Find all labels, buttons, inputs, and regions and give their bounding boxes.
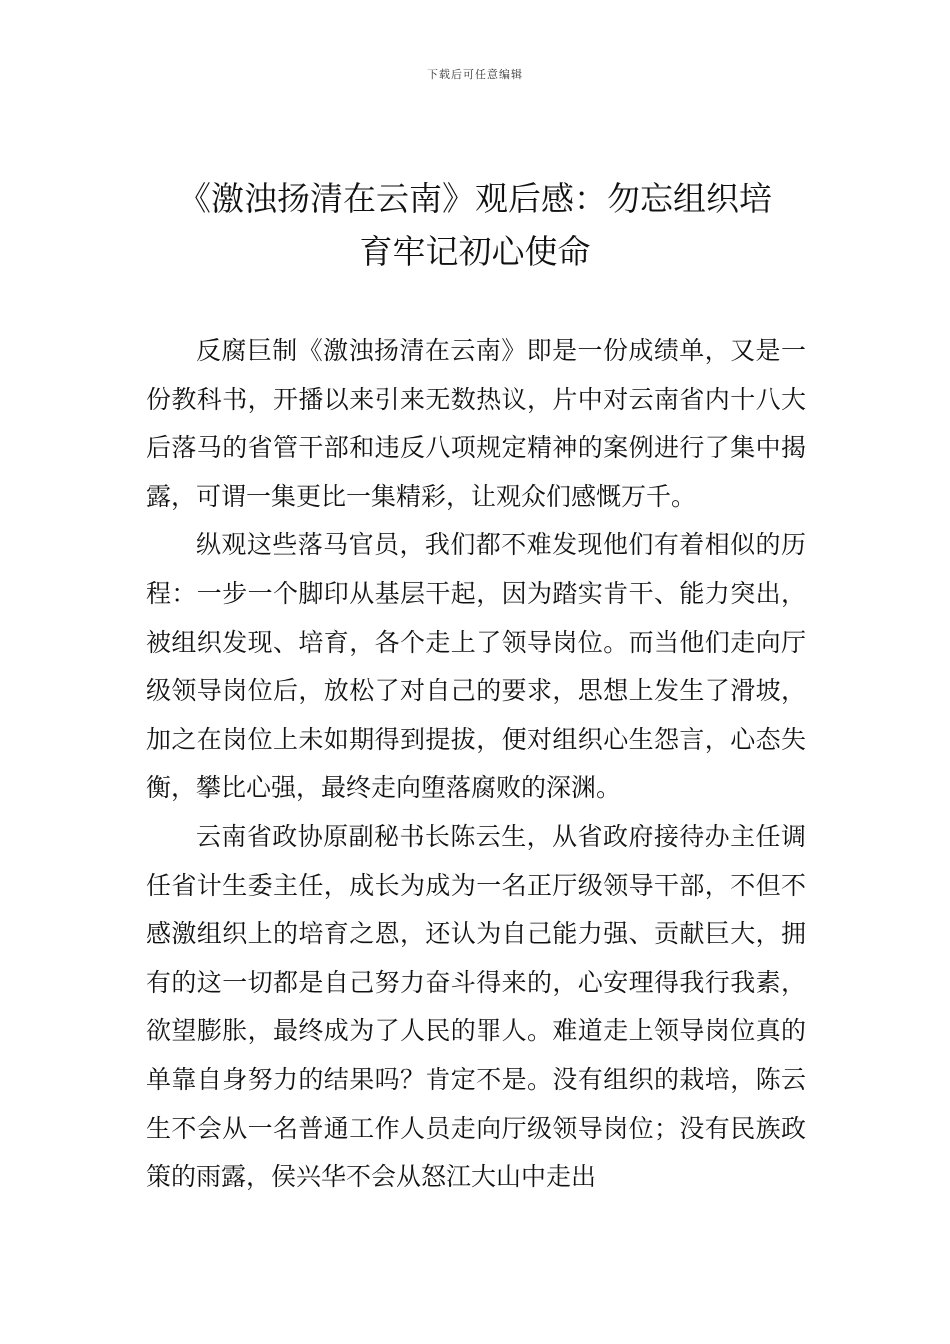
paragraph-1: 反腐巨制《激浊扬清在云南》即是一份成绩单，又是一份教科书，开播以来引来无数热议，片中对云南省内十八大后落马的省管干部和违反八项规定精神的案例进行了集中揭露，可谓一集更比一集精彩，让观众们感慨万千。: [146, 336, 806, 511]
header-note: 下载后可任意编辑: [427, 68, 523, 81]
document-title: [130, 172, 820, 278]
title-line-1: 《激浊扬清在云南》观后感：勿忘组织培: [178, 179, 772, 218]
title-line-2: 育牢记初心使命: [359, 232, 591, 271]
document-body: [146, 327, 806, 1202]
paragraph-3: 云南省政协原副秘书长陈云生，从省政府接待办主任调任省计生委主任，成长为成为一名正厅级领导干部，不但不感激组织上的培育之恩，还认为自己能力强、贡献巨大，拥有的这一切都是自己努力奋斗得来的，心安理得我行我素，欲望膨胀，最终成为了人民的罪人。难道走上领导岗位真的单靠自身努力的结果吗？肯定不是。没有组织的栽培，陈云生不会从一名普通工作人员走向厅级领导岗位；没有民族政策的雨露，侯兴华不会从怒江大山中走出: [146, 821, 806, 1192]
paragraph-2: 纵观这些落马官员，我们都不难发现他们有着相似的历程：一步一个脚印从基层干起，因为踏实肯干、能力突出，被组织发现、培育，各个走上了领导岗位。而当他们走向厅级领导岗位后，放松了对自己的要求，思想上发生了滑坡，加之在岗位上未如期得到提拔，便对组织心生怨言，心态失衡，攀比心强，最终走向堕落腐败的深渊。: [146, 530, 806, 803]
